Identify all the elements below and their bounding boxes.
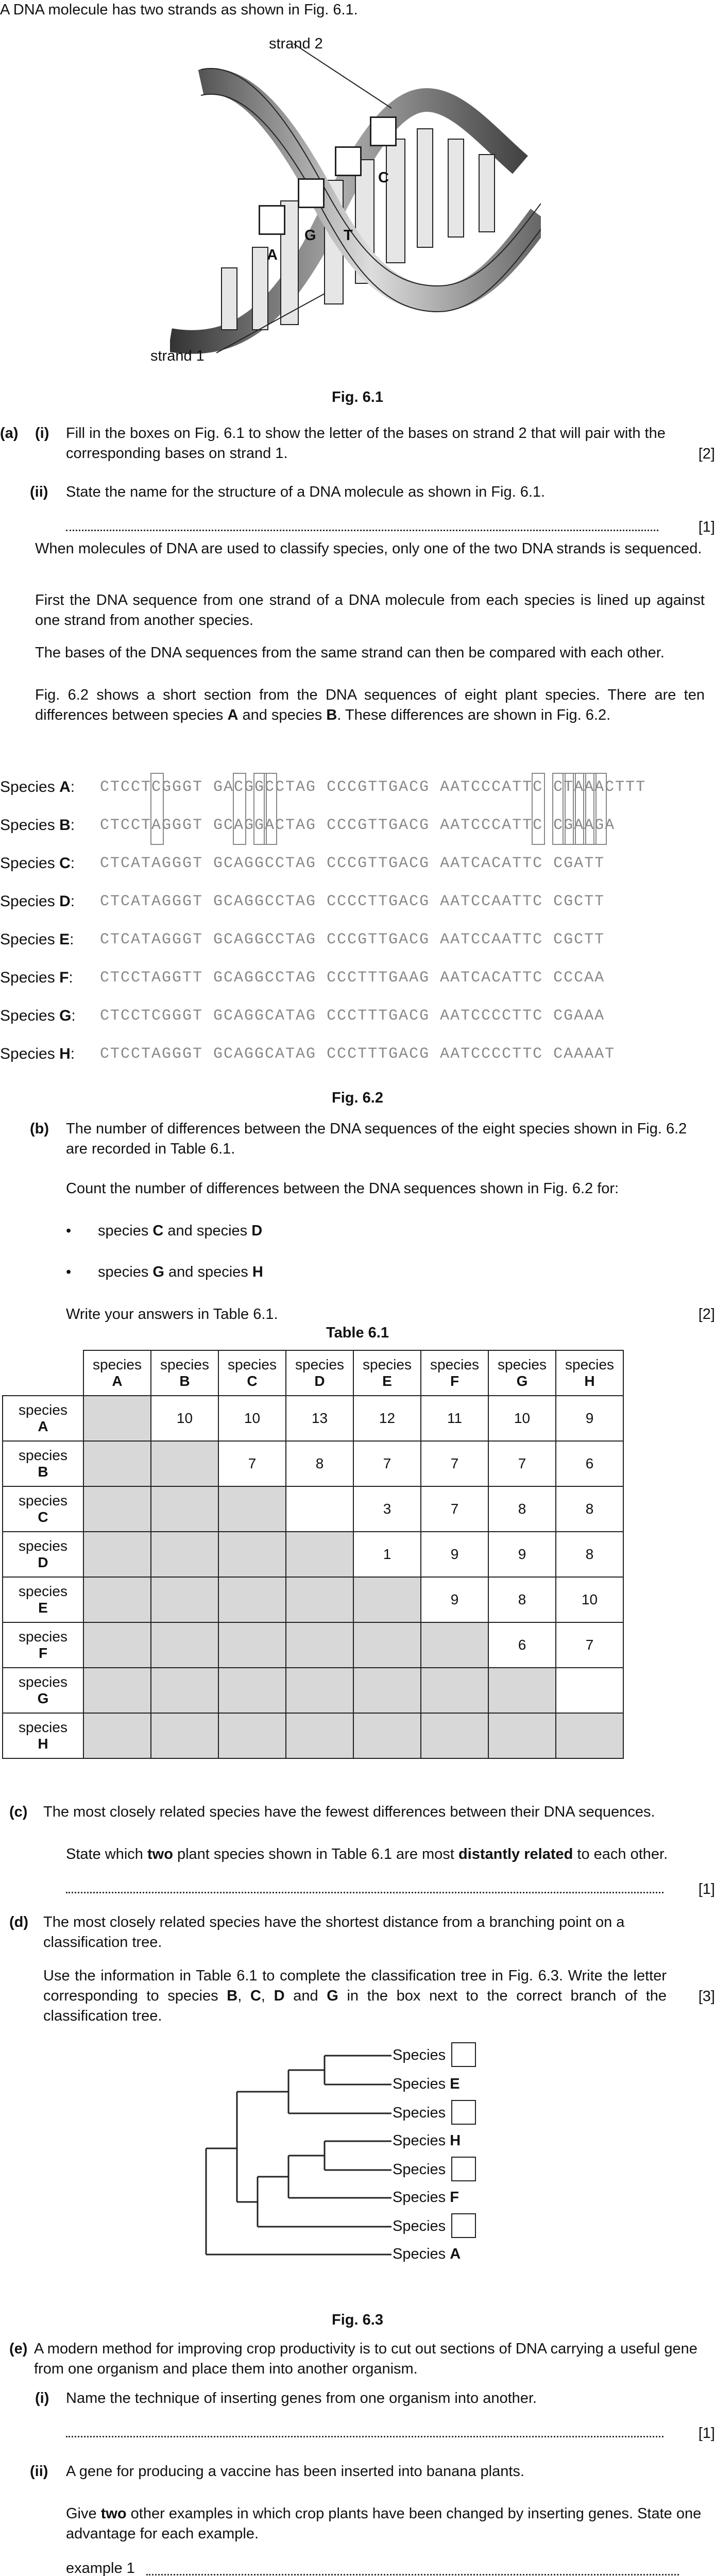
table-cell-C-F: 7 xyxy=(421,1486,488,1532)
table-cell-shaded xyxy=(83,1622,151,1668)
table-cell-B-H: 6 xyxy=(556,1441,623,1486)
tree-leaf-label: Species E xyxy=(393,2076,460,2092)
table-cell-shaded xyxy=(83,1486,151,1532)
qe-i-marks: [1] xyxy=(698,2425,715,2442)
table-cell-shaded xyxy=(286,1668,353,1713)
table-col-header-C: species C xyxy=(218,1350,286,1396)
table-cell-E-G: 8 xyxy=(488,1577,556,1622)
qb-marks: [2] xyxy=(698,1306,715,1323)
dna-sequence-E: CTCATAGGGT GCAGGCCTAG CCCGTTGACG AATCCAATTC CGCTT xyxy=(100,931,605,948)
qb-label: (b) xyxy=(30,1121,49,1137)
table-cell-A-E: 12 xyxy=(353,1396,421,1441)
para1: When molecules of DNA are used to classify species, only one of the two DNA strands is sequenced. xyxy=(35,540,702,557)
qd-marks: [3] xyxy=(698,1988,715,2005)
table-cell-shaded xyxy=(218,1622,286,1668)
table-cell-shaded xyxy=(83,1668,151,1713)
qb-text: The number of differences between the DNA sequences of the eight species shown in Fig. 6.2 are recorded in Table 6.1. xyxy=(66,1121,687,1158)
table-row-header-H: species H xyxy=(3,1713,83,1758)
qd-label: (d) xyxy=(9,1914,29,1930)
table-cell-shaded xyxy=(421,1713,488,1758)
table-col-header-F: species F xyxy=(421,1350,488,1396)
table-corner xyxy=(3,1350,83,1396)
para3: The bases of the DNA sequences from the same strand can then be compared with each other. xyxy=(35,645,665,661)
qa-ii-text: State the name for the structure of a DNA molecule as shown in Fig. 6.1. xyxy=(66,484,546,500)
dna-sequence-H: CTCCTAGGGT GCAGGCATAG CCCTTTGACG AATCCCCTTC CAAAAT xyxy=(100,1045,616,1063)
table-row-header-D: species D xyxy=(3,1532,83,1577)
qe-give: Give two other examples in which crop plants have been changed by inserting genes. State one advantage for each example. xyxy=(66,2505,702,2543)
table-cell-shaded xyxy=(218,1668,286,1713)
table-cell-shaded xyxy=(556,1713,623,1758)
example1-answer-line[interactable] xyxy=(146,2574,679,2575)
qe-text: A modern method for improving crop productivity is to cut out sections of DNA carrying a useful gene from one organism and place them into another organism. xyxy=(34,2341,697,2378)
table-cell-D-H: 8 xyxy=(556,1532,623,1577)
table-cell-B-F: 7 xyxy=(421,1441,488,1486)
table-cell-B-C: 7 xyxy=(218,1441,286,1486)
table-row-header-G: species G xyxy=(3,1668,83,1713)
base-T: T xyxy=(344,227,353,244)
table-cell-shaded xyxy=(83,1396,151,1441)
table-row xyxy=(3,1396,623,1441)
table-cell-shaded xyxy=(151,1486,218,1532)
table-row xyxy=(3,1622,623,1668)
table-cell-D-F: 9 xyxy=(421,1532,488,1577)
qa-label: (a) xyxy=(0,425,19,442)
tree-leaf-label: Species A xyxy=(393,2246,461,2262)
tree-leaf-label: Species xyxy=(393,2161,446,2178)
table-cell-shaded xyxy=(218,1532,286,1577)
table-cell-F-H: 7 xyxy=(556,1622,623,1668)
table-cell-answer-C-D[interactable] xyxy=(286,1486,353,1532)
table-cell-shaded xyxy=(286,1713,353,1758)
qa-i-label: (i) xyxy=(35,425,49,442)
table-cell-shaded xyxy=(151,1713,218,1758)
table-cell-shaded xyxy=(83,1441,151,1486)
table-cell-shaded xyxy=(151,1532,218,1577)
table-row-header-C: species C xyxy=(3,1486,83,1532)
table-row xyxy=(3,1668,623,1713)
table-cell-A-G: 10 xyxy=(488,1396,556,1441)
table-cell-shaded xyxy=(353,1622,421,1668)
dna-answer-box-3[interactable] xyxy=(335,146,362,176)
tree-leaf-label: Species H xyxy=(393,2132,461,2149)
table-cell-C-G: 8 xyxy=(488,1486,556,1532)
table-col-header-G: species G xyxy=(488,1350,556,1396)
qb-write: Write your answers in Table 6.1. xyxy=(66,1306,278,1323)
table61-caption: Table 6.1 xyxy=(326,1325,389,1341)
table-cell-A-B: 10 xyxy=(151,1396,218,1441)
table-cell-D-E: 1 xyxy=(353,1532,421,1577)
species-label-F: Species F: xyxy=(0,969,73,986)
table-col-header-D: species D xyxy=(286,1350,353,1396)
table-row-header-B: species B xyxy=(3,1441,83,1486)
tree-leaf-label: Species xyxy=(393,2218,446,2234)
fig61-caption: Fig. 6.1 xyxy=(332,389,383,405)
species-label-H: Species H: xyxy=(0,1045,75,1062)
table-row xyxy=(3,1532,623,1577)
species-label-B: Species B: xyxy=(0,817,75,834)
tree-leaf-answer-box[interactable] xyxy=(451,2157,476,2181)
table-cell-shaded xyxy=(353,1577,421,1622)
qb-bullet-1: • xyxy=(66,1223,72,1239)
qc-label: (c) xyxy=(9,1804,28,1820)
table-cell-E-F: 9 xyxy=(421,1577,488,1622)
table-cell-shaded xyxy=(83,1532,151,1577)
table-col-header-H: species H xyxy=(556,1350,623,1396)
table-cell-C-H: 8 xyxy=(556,1486,623,1532)
qa-ii-marks: [1] xyxy=(698,519,715,535)
table-row xyxy=(3,1713,623,1758)
qc-state: State which two plant species shown in Table 6.1 are most distantly related to each other. xyxy=(66,1846,668,1862)
table-cell-shaded xyxy=(488,1713,556,1758)
table-cell-D-G: 9 xyxy=(488,1532,556,1577)
qe-i-label: (i) xyxy=(35,2390,49,2406)
table-cell-A-D: 13 xyxy=(286,1396,353,1441)
table-cell-B-E: 7 xyxy=(353,1441,421,1486)
fig62-caption: Fig. 6.2 xyxy=(332,1090,383,1106)
dna-helix-figure xyxy=(170,31,541,366)
tree-leaf-answer-box[interactable] xyxy=(451,2042,476,2067)
table-cell-shaded xyxy=(151,1441,218,1486)
table-cell-shaded xyxy=(353,1668,421,1713)
qb-pair-1: species C and species D xyxy=(98,1223,263,1239)
base-C: C xyxy=(378,170,389,186)
table-6-1 xyxy=(2,1350,624,1759)
qa-ii-answer-line[interactable] xyxy=(66,530,658,531)
table-col-header-A: species A xyxy=(83,1350,151,1396)
table-cell-B-G: 7 xyxy=(488,1441,556,1486)
table-cell-shaded xyxy=(83,1713,151,1758)
qd-text: The most closely related species have the shortest distance from a branching point on a classification tree. xyxy=(43,1914,625,1951)
table-cell-shaded xyxy=(218,1486,286,1532)
base-A: A xyxy=(267,247,278,263)
table-cell-shaded xyxy=(151,1622,218,1668)
qa-ii-label: (ii) xyxy=(30,484,48,500)
dna-sequence-G: CTCCTCGGGT GCAGGCATAG CCCTTTGACG AATCCCCTTC CGAAA xyxy=(100,1007,605,1025)
tree-leaf-label: Species F xyxy=(393,2189,459,2206)
table-cell-shaded xyxy=(83,1577,151,1622)
table-cell-shaded xyxy=(218,1713,286,1758)
species-label-C: Species C: xyxy=(0,855,75,872)
table-cell-shaded xyxy=(421,1668,488,1713)
qc-answer-line[interactable] xyxy=(66,1892,663,1893)
difference-box xyxy=(233,773,246,845)
species-label-G: Species G: xyxy=(0,1007,76,1024)
table-col-header-E: species E xyxy=(353,1350,421,1396)
table-col-header-B: species B xyxy=(151,1350,218,1396)
para2: First the DNA sequence from one strand of a DNA molecule from each species is lined up against one strand from another species. xyxy=(35,592,705,629)
table-cell-shaded xyxy=(353,1713,421,1758)
fig63-caption: Fig. 6.3 xyxy=(332,2312,383,2328)
qc-marks: [1] xyxy=(698,1881,715,1897)
difference-box xyxy=(264,773,277,845)
tree-leaf-answer-box[interactable] xyxy=(451,2213,476,2238)
table-cell-shaded xyxy=(151,1668,218,1713)
table-row-header-A: species A xyxy=(3,1396,83,1441)
dna-answer-box-1[interactable] xyxy=(259,205,285,235)
table-row-header-E: species E xyxy=(3,1577,83,1622)
table-cell-shaded xyxy=(286,1577,353,1622)
dna-sequence-B: CTCCTAGGGT GCAGGACTAG CCCGTTGACG AATCCCATTC CGAAGA xyxy=(100,817,616,834)
intro-text: A DNA molecule has two strands as shown in Fig. 6.1. xyxy=(0,2,358,18)
table-cell-B-D: 8 xyxy=(286,1441,353,1486)
species-label-A: Species A: xyxy=(0,778,75,795)
dna-answer-box-4[interactable] xyxy=(370,116,397,146)
qb-bullet-2: • xyxy=(66,1264,72,1280)
table-cell-shaded xyxy=(151,1577,218,1622)
table-cell-shaded xyxy=(488,1668,556,1713)
qb-count-text: Count the number of differences between the DNA sequences shown in Fig. 6.2 for: xyxy=(66,1180,619,1197)
dna-sequence-D: CTCATAGGGT GCAGGCCTAG CCCCTTGACG AATCCAATTC CGCTT xyxy=(100,893,605,910)
tree-leaf-label: Species xyxy=(393,2047,446,2063)
table-cell-A-H: 9 xyxy=(556,1396,623,1441)
table-cell-A-F: 11 xyxy=(421,1396,488,1441)
qc-text: The most closely related species have the fewest differences between their DNA sequences. xyxy=(43,1804,655,1820)
qd-use: Use the information in Table 6.1 to complete the classification tree in Fig. 6.3. Write the letter corresponding to species B, C, D and G in the box next to the correct branch of the classification tree. xyxy=(43,1968,667,2025)
table-cell-shaded xyxy=(286,1532,353,1577)
table-row-header-F: species F xyxy=(3,1622,83,1668)
table-cell-shaded xyxy=(286,1622,353,1668)
qb-pair-2: species G and species H xyxy=(98,1264,263,1280)
strand1-label: strand 1 xyxy=(150,348,205,364)
base-G: G xyxy=(304,227,316,244)
tree-leaf-label: Species xyxy=(393,2105,446,2121)
table-cell-shaded xyxy=(218,1577,286,1622)
table-cell-A-C: 10 xyxy=(218,1396,286,1441)
dna-answer-box-2[interactable] xyxy=(298,178,325,208)
table-row xyxy=(3,1486,623,1532)
qe-ii-text: A gene for producing a vaccine has been inserted into banana plants. xyxy=(66,2463,524,2480)
qe-label: (e) xyxy=(9,2341,28,2357)
species-label-D: Species D: xyxy=(0,893,75,910)
tree-leaf-answer-box[interactable] xyxy=(451,2100,476,2125)
difference-box xyxy=(150,773,164,845)
qa-i-text: Fill in the boxes on Fig. 6.1 to show the letter of the bases on strand 2 that will pair with the corresponding bases on strand 1. xyxy=(66,425,666,462)
table-row xyxy=(3,1441,623,1486)
qe-ii-label: (ii) xyxy=(30,2463,48,2480)
qe-i-text: Name the technique of inserting genes from one organism into another. xyxy=(66,2390,537,2406)
species-label-E: Species E: xyxy=(0,931,74,948)
example1-label: example 1 xyxy=(66,2560,135,2576)
table-cell-C-E: 3 xyxy=(353,1486,421,1532)
table-cell-E-H: 10 xyxy=(556,1577,623,1622)
strand2-label: strand 2 xyxy=(269,36,323,52)
para4: Fig. 6.2 shows a short section from the DNA sequences of eight plant species. There are ten differences between species A and species B. These differences are shown in Fig. 6.2. xyxy=(35,687,705,724)
classification-tree xyxy=(196,2040,402,2287)
table-row xyxy=(3,1577,623,1622)
dna-sequence-F: CTCCTAGGTT GCAGGCCTAG CCCTTTGAAG AATCACATTC CCCAA xyxy=(100,969,605,987)
table-cell-answer-G-H[interactable] xyxy=(556,1668,623,1713)
table-cell-F-G: 6 xyxy=(488,1622,556,1668)
difference-box xyxy=(532,773,545,845)
dna-sequence-C: CTCATAGGGT GCAGGCCTAG CCCGTTGACG AATCACATTC CGATT xyxy=(100,855,605,872)
dna-sequence-A: CTCCTCGGGT GACGGCCTAG CCCGTTGACG AATCCCATTC CTAAACTTT xyxy=(100,778,646,796)
difference-box xyxy=(593,773,607,845)
qa-i-marks: [2] xyxy=(698,446,715,462)
table-cell-shaded xyxy=(421,1622,488,1668)
qe-i-answer-line[interactable] xyxy=(66,2436,663,2437)
